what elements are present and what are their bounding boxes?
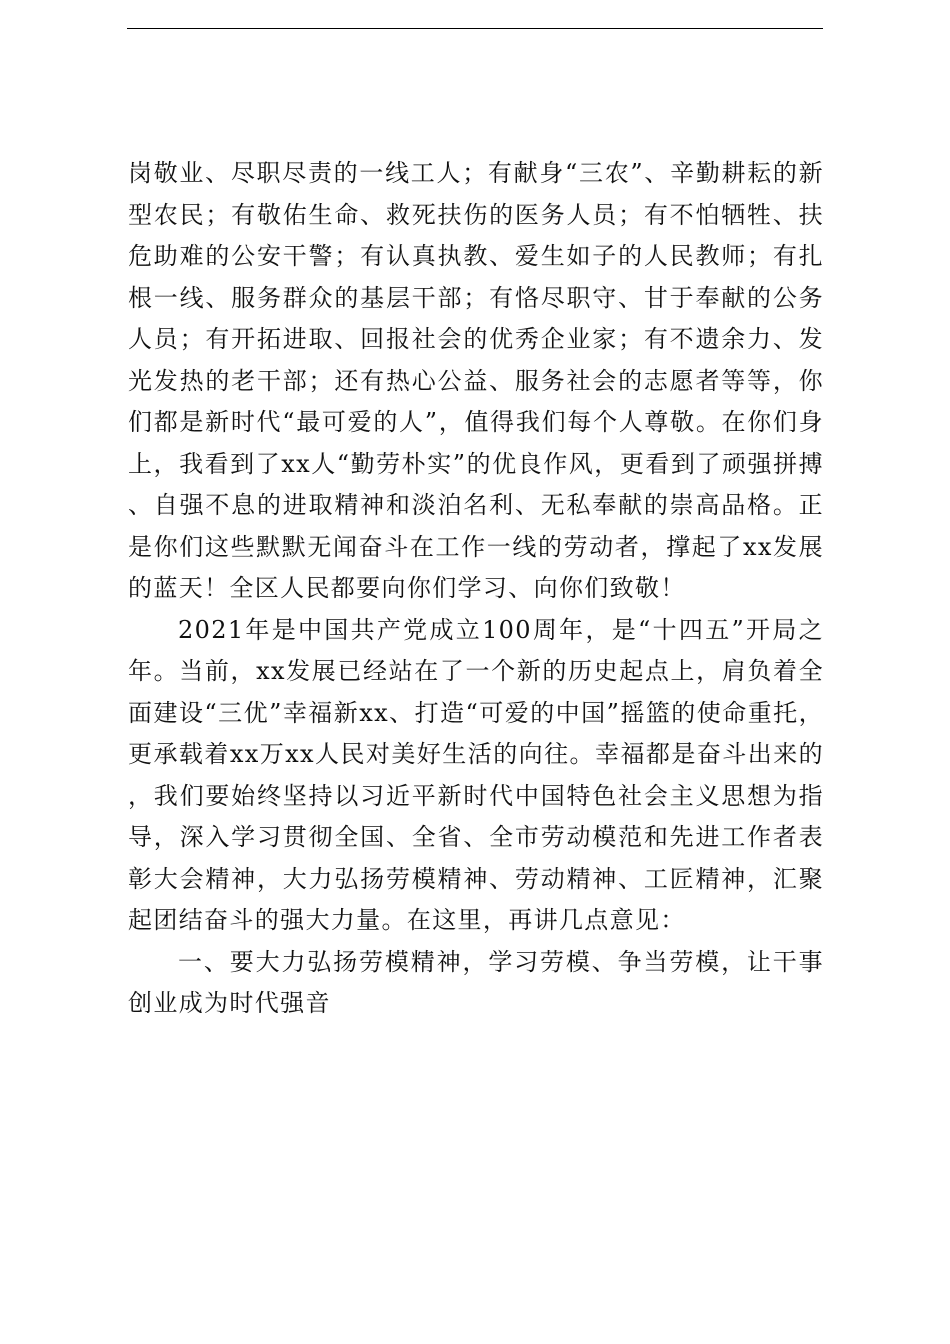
- paragraph-continuation: 岗敬业、尽职尽责的一线工人；有献身“三农”、辛勤耕耘的新型农民；有敬佑生命、救死扶伤的医务人员；有不怕牺牲、扶危助难的公安干警；有认真执教、爱生如子的人民教师；有扎根一线、服务群众的基层干部；有恪尽职守、甘于奉献的公务人员；有开拓进取、回报社会的优秀企业家；有不遗余力、发光发热的老干部；还有热心公益、服务社会的志愿者等等，你们都是新时代“最可爱的人”，值得我们每个人尊敬。在你们身上，我看到了xx人“勤劳朴实”的优良作风，更看到了顽强拼搏、自强不息的进取精神和淡泊名利、无私奉献的崇高品格。正是你们这些默默无闻奋斗在工作一线的劳动者，撑起了xx发展的蓝天！全区人民都要向你们学习、向你们致敬！: [128, 159, 824, 602]
- section-heading-one: 一、要大力弘扬劳模精神，学习劳模、争当劳模，让干事创业成为时代强音: [128, 947, 824, 1017]
- document-body: [128, 153, 824, 1025]
- paragraph-centennial: 2021年是中国共产党成立100周年，是“十四五”开局之年。当前，xx发展已经站在了一个新的历史起点上，肩负着全面建设“三优”幸福新xx、打造“可爱的中国”摇篮的使命重托，更承载着xx万xx人民对美好生活的向往。幸福都是奋斗出来的，我们要始终坚持以习近平新时代中国特色社会主义思想为指导，深入学习贯彻全国、全省、全市劳动模范和先进工作者表彰大会精神，大力弘扬劳模精神、劳动精神、工匠精神，汇聚起团结奋斗的强大力量。在这里，再讲几点意见：: [128, 615, 824, 934]
- header-rule: [127, 28, 823, 29]
